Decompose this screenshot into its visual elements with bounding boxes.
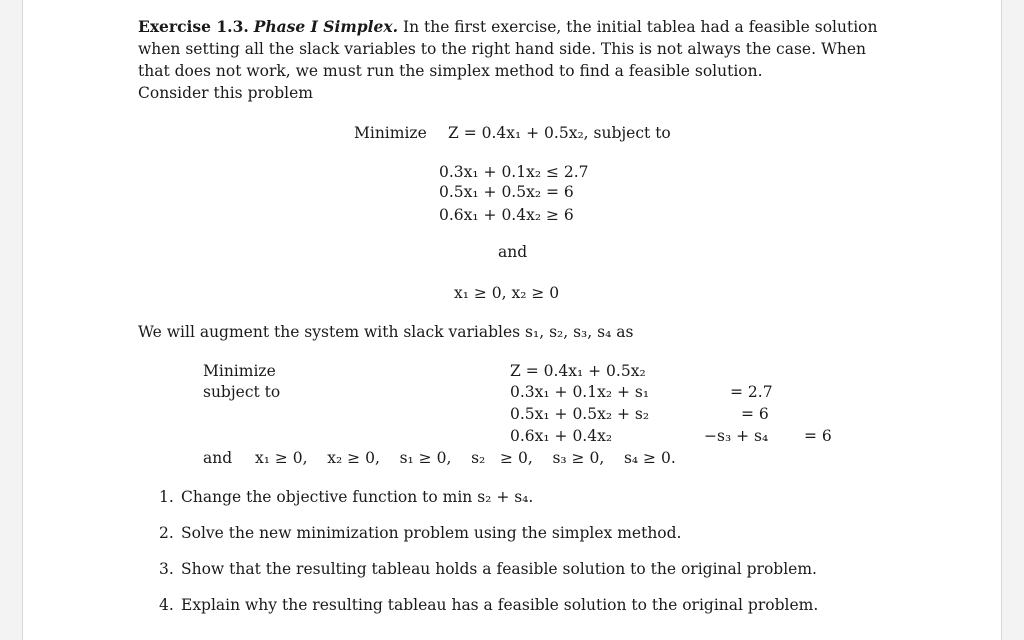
list-item-text: Change the objective function to min s₂ + s₄.	[181, 488, 534, 506]
list-item-number: 4.	[159, 596, 174, 614]
consider-text: Consider this problem	[138, 84, 313, 102]
augmented-row-1-lhs: 0.3x₁ + 0.1x₂ + s₁	[510, 383, 650, 401]
augmented-objective: Z = 0.4x₁ + 0.5x₂	[510, 362, 646, 380]
exercise-intro	[138, 16, 898, 104]
list-item	[159, 523, 681, 543]
list-item-number: 1.	[159, 488, 174, 506]
list-item	[159, 487, 533, 507]
augmented-row-3-mid: −s₃ + s₄	[704, 427, 769, 445]
list-item	[159, 559, 817, 579]
document-page	[22, 0, 1002, 640]
augment-sentence: We will augment the system with slack variables s₁, s₂, s₃, s₄ as	[138, 323, 634, 341]
list-item-text: Explain why the resulting tableau has a feasible solution to the original problem.	[181, 596, 819, 614]
augmented-minimize-label: Minimize	[203, 362, 276, 380]
list-item	[159, 595, 818, 615]
constraint-1: 0.3x₁ + 0.1x₂ ≤ 2.7	[439, 163, 589, 181]
minimize-label: Minimize	[354, 124, 427, 142]
objective-function: Z = 0.4x₁ + 0.5x₂, subject to	[448, 124, 671, 142]
exercise-heading: Exercise 1.3.	[138, 17, 249, 36]
list-item-number: 3.	[159, 560, 174, 578]
constraint-3: 0.6x₁ + 0.4x₂ ≥ 6	[439, 206, 574, 224]
list-item-text: Show that the resulting tableau holds a feasible solution to the original problem.	[181, 560, 817, 578]
augmented-subject-label: subject to	[203, 383, 281, 401]
exercise-intro-text: In the first exercise, the initial tablea had a feasible solution when setting all the slack variables to the right hand side. This is not always the case. When that does not work, we must run the simplex method to find a feasible solution.	[138, 18, 878, 80]
nonnegativity-constraints: x₁ ≥ 0, x₂ ≥ 0	[454, 284, 560, 302]
augmented-nonnegativity: x₁ ≥ 0, x₂ ≥ 0, s₁ ≥ 0, s₂ ≥ 0, s₃ ≥ 0, s₄ ≥ 0.	[255, 449, 676, 467]
augmented-row-3-rhs: = 6	[804, 427, 832, 445]
constraint-2: 0.5x₁ + 0.5x₂ = 6	[439, 183, 574, 201]
augmented-and-label: and	[203, 449, 233, 467]
list-item-text: Solve the new minimization problem using the simplex method.	[181, 524, 682, 542]
augmented-row-2-rhs: = 6	[741, 405, 769, 423]
augmented-row-3-lhs: 0.6x₁ + 0.4x₂	[510, 427, 613, 445]
list-item-number: 2.	[159, 524, 174, 542]
augmented-row-2-lhs: 0.5x₁ + 0.5x₂ + s₂	[510, 405, 650, 423]
augmented-row-1-rhs: = 2.7	[730, 383, 773, 401]
and-text: and	[498, 243, 528, 261]
exercise-title: Phase I Simplex.	[253, 17, 399, 36]
